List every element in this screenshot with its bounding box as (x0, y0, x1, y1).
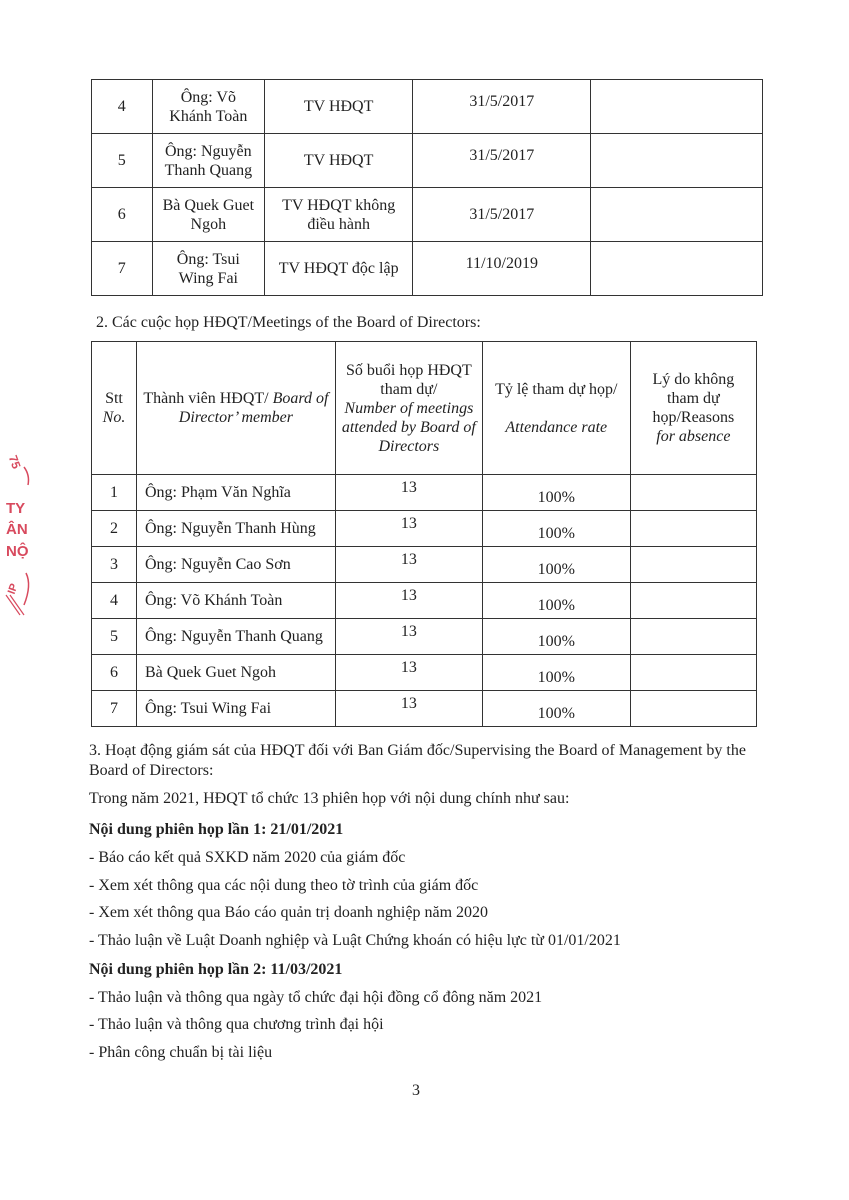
table-row (92, 511, 757, 547)
intro-paragraph: Trong năm 2021, HĐQT tổ chức 13 phiên họp với nội dung chính như sau: (89, 790, 570, 807)
row-number: 6 (92, 655, 137, 691)
meetings-count: 13 (335, 547, 482, 583)
row-number: 6 (92, 188, 153, 242)
section-2-title: 2. Các cuộc họp HĐQT/Meetings of the Board of Directors: (96, 314, 481, 331)
absence-reason (630, 511, 756, 547)
member-name: Ông: Võ Khánh Toàn (136, 583, 335, 619)
member-name: Ông: Võ Khánh Toàn (152, 80, 265, 134)
member-role: TV HĐQT độc lập (265, 242, 413, 296)
header-attendance-rate: Tỷ lệ tham dự họp/ Attendance rate (482, 342, 630, 475)
absence-reason (630, 619, 756, 655)
attendance-rate: 100% (482, 691, 630, 727)
row-number: 4 (92, 583, 137, 619)
member-name: Bà Quek Guet Ngoh (152, 188, 265, 242)
empty-cell (591, 134, 763, 188)
row-number: 1 (92, 475, 137, 511)
appointment-date: 31/5/2017 (413, 80, 591, 134)
meetings-count: 13 (335, 511, 482, 547)
table-row (92, 583, 757, 619)
row-number: 4 (92, 80, 153, 134)
meeting-2-heading: Nội dung phiên họp lần 2: 11/03/2021 (89, 961, 343, 978)
member-role: TV HĐQT (265, 134, 413, 188)
stamp-text: ÂN (6, 521, 28, 538)
stamp-ring-icon (0, 455, 40, 625)
company-stamp-fragment (0, 455, 40, 625)
row-number: 3 (92, 547, 137, 583)
attendance-rate: 100% (482, 511, 630, 547)
empty-cell (591, 188, 763, 242)
row-number: 2 (92, 511, 137, 547)
row-number: 5 (92, 619, 137, 655)
stamp-text: NỘ (6, 543, 29, 560)
member-name: Bà Quek Guet Ngoh (136, 655, 335, 691)
meetings-attendance-table (91, 341, 757, 727)
attendance-rate: 100% (482, 655, 630, 691)
member-name: Ông: Phạm Văn Nghĩa (136, 475, 335, 511)
table-header-row (92, 342, 757, 475)
absence-reason (630, 655, 756, 691)
meetings-count: 13 (335, 475, 482, 511)
page-number: 3 (412, 1082, 420, 1099)
absence-reason (630, 475, 756, 511)
appointment-date: 31/5/2017 (413, 134, 591, 188)
table-row (92, 242, 763, 296)
absence-reason (630, 547, 756, 583)
list-item: - Thảo luận và thông qua chương trình đại hội (89, 1016, 384, 1033)
meetings-count: 13 (335, 583, 482, 619)
table-row (92, 80, 763, 134)
member-role: TV HĐQT không điều hành (265, 188, 413, 242)
table-row (92, 475, 757, 511)
row-number: 5 (92, 134, 153, 188)
list-item: - Xem xét thông qua Báo cáo quản trị doanh nghiệp năm 2020 (89, 904, 489, 921)
table-row (92, 619, 757, 655)
empty-cell (591, 242, 763, 296)
stamp-text: 75 (5, 453, 24, 471)
stamp-text: TY (6, 500, 26, 517)
meetings-count: 13 (335, 691, 482, 727)
meetings-count: 13 (335, 619, 482, 655)
member-name: Ông: Nguyễn Thanh Quang (136, 619, 335, 655)
table-row (92, 547, 757, 583)
absence-reason (630, 583, 756, 619)
list-item: - Phân công chuẩn bị tài liệu (89, 1044, 273, 1061)
header-member: Thành viên HĐQT/ Board of Director’ member (136, 342, 335, 475)
member-name: Ông: Nguyễn Thanh Hùng (136, 511, 335, 547)
member-role: TV HĐQT (265, 80, 413, 134)
list-item: - Xem xét thông qua các nội dung theo tờ trình của giám đốc (89, 877, 479, 894)
board-members-table (91, 79, 763, 296)
attendance-rate: 100% (482, 619, 630, 655)
header-meetings: Số buổi họp HĐQT tham dự/ Number of meetings attended by Board of Directors (335, 342, 482, 475)
member-name: Ông: Nguyễn Thanh Quang (152, 134, 265, 188)
table-row (92, 691, 757, 727)
appointment-date: 11/10/2019 (413, 242, 591, 296)
header-reason: Lý do không tham dự họp/Reasons for absence (630, 342, 756, 475)
header-stt: Stt No. (92, 342, 137, 475)
table-row (92, 188, 763, 242)
attendance-rate: 100% (482, 583, 630, 619)
list-item: - Thảo luận và thông qua ngày tổ chức đại hội đồng cổ đông năm 2021 (89, 989, 543, 1006)
member-name: Ông: Tsui Wing Fai (152, 242, 265, 296)
member-name: Ông: Nguyễn Cao Sơn (136, 547, 335, 583)
stamp-text: IP (5, 582, 21, 596)
row-number: 7 (92, 691, 137, 727)
list-item: - Thảo luận về Luật Doanh nghiệp và Luật Chứng khoán có hiệu lực từ 01/01/2021 (89, 932, 621, 949)
empty-cell (591, 80, 763, 134)
table-row (92, 655, 757, 691)
meetings-count: 13 (335, 655, 482, 691)
attendance-rate: 100% (482, 547, 630, 583)
table-row (92, 134, 763, 188)
section-3-title: 3. Hoạt động giám sát của HĐQT đối với Ban Giám đốc/Supervising the Board of Management by the Board of Directors: (89, 742, 746, 779)
list-item: - Báo cáo kết quả SXKD năm 2020 của giám đốc (89, 849, 406, 866)
appointment-date: 31/5/2017 (413, 188, 591, 242)
attendance-rate: 100% (482, 475, 630, 511)
member-name: Ông: Tsui Wing Fai (136, 691, 335, 727)
meeting-1-heading: Nội dung phiên họp lần 1: 21/01/2021 (89, 821, 344, 838)
row-number: 7 (92, 242, 153, 296)
absence-reason (630, 691, 756, 727)
